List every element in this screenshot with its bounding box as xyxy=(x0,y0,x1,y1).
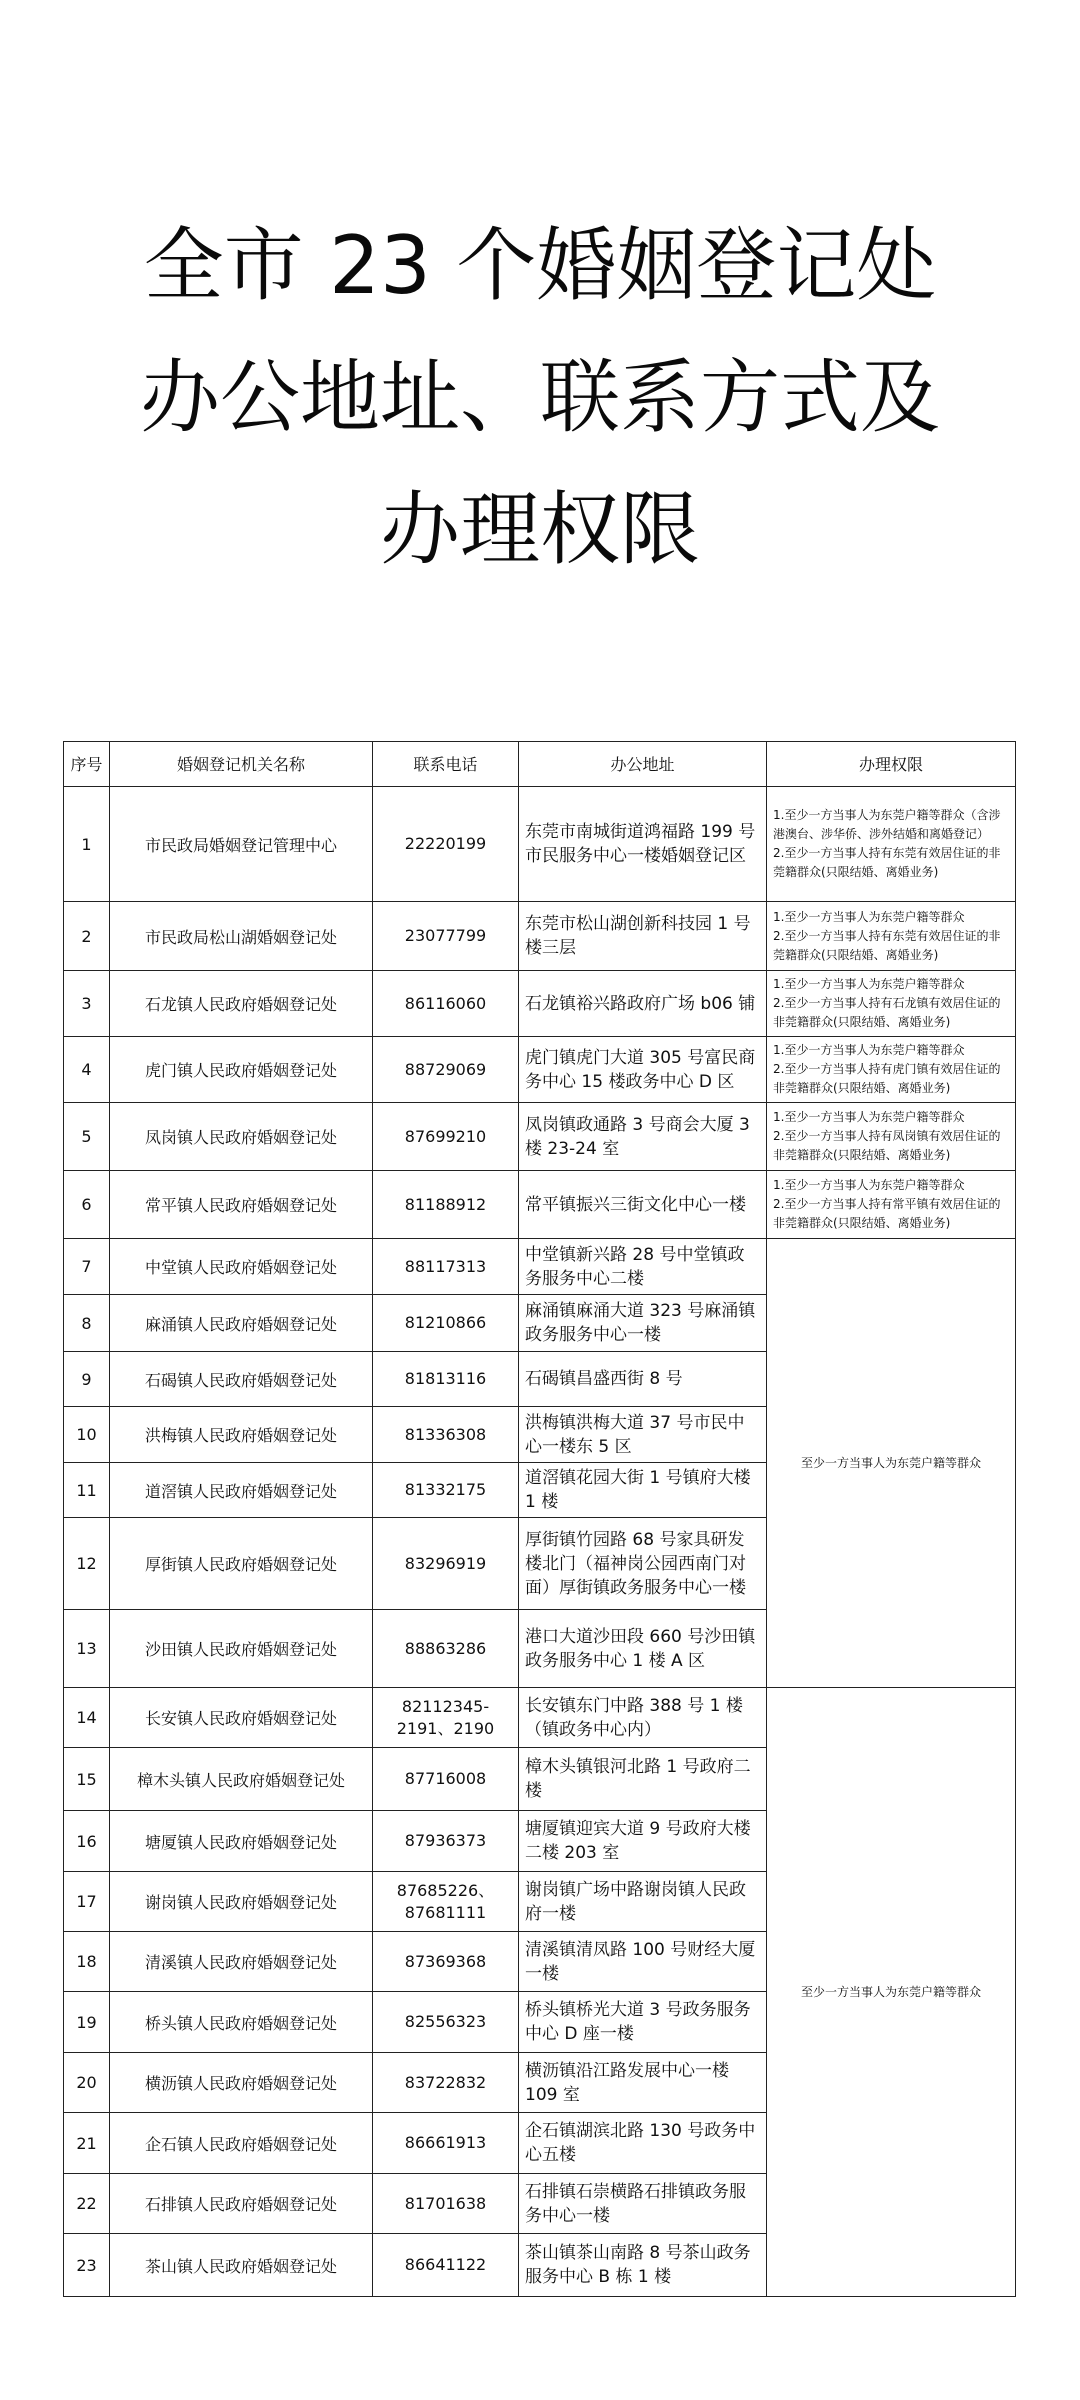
office-name: 常平镇人民政府婚姻登记处 xyxy=(110,1171,373,1239)
phone-number: 86641122 xyxy=(373,2234,519,2297)
row-number: 17 xyxy=(64,1872,110,1932)
office-name: 市民政局婚姻登记管理中心 xyxy=(110,787,373,902)
row-number: 9 xyxy=(64,1352,110,1407)
office-address: 港口大道沙田段 660 号沙田镇政务服务中心 1 楼 A 区 xyxy=(519,1610,767,1688)
scope-line: 2.至少一方当事人持有东莞有效居住证的非莞籍群众(只限结婚、离婚业务) xyxy=(773,928,1001,962)
scope-cell xyxy=(767,1037,1016,1103)
office-name: 厚街镇人民政府婚姻登记处 xyxy=(110,1518,373,1610)
table-row xyxy=(64,1239,1016,1295)
office-address: 樟木头镇银河北路 1 号政府二楼 xyxy=(519,1748,767,1811)
row-number: 23 xyxy=(64,2234,110,2297)
scope-cell xyxy=(767,971,1016,1037)
phone-number: 81210866 xyxy=(373,1295,519,1352)
office-name: 长安镇人民政府婚姻登记处 xyxy=(110,1688,373,1748)
office-name: 石排镇人民政府婚姻登记处 xyxy=(110,2174,373,2234)
office-address: 塘厦镇迎宾大道 9 号政府大楼二楼 203 室 xyxy=(519,1811,767,1872)
office-name: 桥头镇人民政府婚姻登记处 xyxy=(110,1992,373,2053)
scope-line: 2.至少一方当事人持有常平镇有效居住证的非莞籍群众(只限结婚、离婚业务) xyxy=(773,1197,1001,1230)
scope-line: 1.至少一方当事人为东莞户籍等群众 xyxy=(773,1110,965,1124)
row-number: 5 xyxy=(64,1103,110,1171)
phone-number: 82112345-2191、2190 xyxy=(373,1688,519,1748)
row-number: 3 xyxy=(64,971,110,1037)
office-address: 虎门镇虎门大道 305 号富民商务中心 15 楼政务中心 D 区 xyxy=(519,1037,767,1103)
scope-line: 1.至少一方当事人为东莞户籍等群众 xyxy=(773,1178,965,1192)
row-number: 16 xyxy=(64,1811,110,1872)
scope-line: 2.至少一方当事人持有石龙镇有效居住证的非莞籍群众(只限结婚、离婚业务) xyxy=(773,996,1001,1029)
office-name: 企石镇人民政府婚姻登记处 xyxy=(110,2113,373,2174)
office-name: 洪梅镇人民政府婚姻登记处 xyxy=(110,1407,373,1463)
office-address: 桥头镇桥光大道 3 号政务服务中心 D 座一楼 xyxy=(519,1992,767,2053)
office-address: 东莞市南城街道鸿福路 199 号市民服务中心一楼婚姻登记区 xyxy=(519,787,767,902)
office-name: 凤岗镇人民政府婚姻登记处 xyxy=(110,1103,373,1171)
office-address: 洪梅镇洪梅大道 37 号市民中心一楼东 5 区 xyxy=(519,1407,767,1463)
office-address: 茶山镇茶山南路 8 号茶山政务服务中心 B 栋 1 楼 xyxy=(519,2234,767,2297)
phone-number: 88729069 xyxy=(373,1037,519,1103)
row-number: 8 xyxy=(64,1295,110,1352)
row-number: 20 xyxy=(64,2053,110,2113)
header-scope: 办理权限 xyxy=(767,742,1016,787)
scope-line: 1.至少一方当事人为东莞户籍等群众（含涉港澳台、涉华侨、涉外结婚和离婚登记） xyxy=(773,808,1001,841)
phone-number: 87369368 xyxy=(373,1932,519,1992)
office-address: 道滘镇花园大街 1 号镇府大楼 1 楼 xyxy=(519,1463,767,1518)
office-name: 麻涌镇人民政府婚姻登记处 xyxy=(110,1295,373,1352)
scope-line: 2.至少一方当事人持有虎门镇有效居住证的非莞籍群众(只限结婚、离婚业务) xyxy=(773,1062,1001,1095)
table-header-row xyxy=(64,742,1016,787)
office-address: 石碣镇昌盛西街 8 号 xyxy=(519,1352,767,1407)
phone-number: 82556323 xyxy=(373,1992,519,2053)
scope-line: 2.至少一方当事人持有东莞有效居住证的非莞籍群众(只限结婚、离婚业务) xyxy=(773,846,1001,879)
phone-number: 88863286 xyxy=(373,1610,519,1688)
phone-number: 87699210 xyxy=(373,1103,519,1171)
phone-number: 83722832 xyxy=(373,2053,519,2113)
office-name: 樟木头镇人民政府婚姻登记处 xyxy=(110,1748,373,1811)
registry-table xyxy=(63,741,1016,2297)
title-line-3: 办理权限 xyxy=(380,483,700,576)
header-addr: 办公地址 xyxy=(519,742,767,787)
office-name: 塘厦镇人民政府婚姻登记处 xyxy=(110,1811,373,1872)
table-row xyxy=(64,787,1016,902)
row-number: 11 xyxy=(64,1463,110,1518)
office-address: 厚街镇竹园路 68 号家具研发楼北门（福神岗公园西南门对面）厚街镇政务服务中心一楼 xyxy=(519,1518,767,1610)
row-number: 15 xyxy=(64,1748,110,1811)
scope-line: 1.至少一方当事人为东莞户籍等群众 xyxy=(773,977,965,991)
phone-number: 86116060 xyxy=(373,971,519,1037)
office-name: 茶山镇人民政府婚姻登记处 xyxy=(110,2234,373,2297)
office-address: 谢岗镇广场中路谢岗镇人民政府一楼 xyxy=(519,1872,767,1932)
header-name: 婚姻登记机关名称 xyxy=(110,742,373,787)
office-address: 清溪镇清凤路 100 号财经大厦一楼 xyxy=(519,1932,767,1992)
table-row xyxy=(64,1037,1016,1103)
phone-number: 81336308 xyxy=(373,1407,519,1463)
row-number: 13 xyxy=(64,1610,110,1688)
scope-line: 2.至少一方当事人持有凤岗镇有效居住证的非莞籍群众(只限结婚、离婚业务) xyxy=(773,1129,1001,1162)
scope-cell xyxy=(767,902,1016,971)
office-name: 谢岗镇人民政府婚姻登记处 xyxy=(110,1872,373,1932)
office-address: 横沥镇沿江路发展中心一楼 109 室 xyxy=(519,2053,767,2113)
office-address: 麻涌镇麻涌大道 323 号麻涌镇政务服务中心一楼 xyxy=(519,1295,767,1352)
row-number: 1 xyxy=(64,787,110,902)
row-number: 19 xyxy=(64,1992,110,2053)
phone-number: 88117313 xyxy=(373,1239,519,1295)
office-name: 中堂镇人民政府婚姻登记处 xyxy=(110,1239,373,1295)
office-name: 石碣镇人民政府婚姻登记处 xyxy=(110,1352,373,1407)
table-row xyxy=(64,1688,1016,1748)
scope-cell xyxy=(767,1103,1016,1171)
office-address: 石龙镇裕兴路政府广场 b06 铺 xyxy=(519,971,767,1037)
row-number: 4 xyxy=(64,1037,110,1103)
table-row xyxy=(64,1103,1016,1171)
phone-number: 81332175 xyxy=(373,1463,519,1518)
scope-line: 1.至少一方当事人为东莞户籍等群众 xyxy=(773,1043,965,1057)
title-line-1: 全市 23 个婚姻登记处 xyxy=(143,219,937,312)
header-tel: 联系电话 xyxy=(373,742,519,787)
office-name: 道滘镇人民政府婚姻登记处 xyxy=(110,1463,373,1518)
office-address: 东莞市松山湖创新科技园 1 号楼三层 xyxy=(519,902,767,971)
scope-cell xyxy=(767,787,1016,902)
scope-line: 1.至少一方当事人为东莞户籍等群众 xyxy=(773,909,965,924)
phone-number: 86661913 xyxy=(373,2113,519,2174)
table-row xyxy=(64,902,1016,971)
scope-merged-a: 至少一方当事人为东莞户籍等群众 xyxy=(767,1239,1016,1688)
phone-number: 22220199 xyxy=(373,787,519,902)
office-name: 横沥镇人民政府婚姻登记处 xyxy=(110,2053,373,2113)
phone-number: 81813116 xyxy=(373,1352,519,1407)
row-number: 18 xyxy=(64,1932,110,1992)
office-name: 市民政局松山湖婚姻登记处 xyxy=(110,902,373,971)
phone-number: 83296919 xyxy=(373,1518,519,1610)
office-address: 中堂镇新兴路 28 号中堂镇政务服务中心二楼 xyxy=(519,1239,767,1295)
phone-number: 87716008 xyxy=(373,1748,519,1811)
office-name: 石龙镇人民政府婚姻登记处 xyxy=(110,971,373,1037)
table-row xyxy=(64,971,1016,1037)
scope-merged-b: 至少一方当事人为东莞户籍等群众 xyxy=(767,1688,1016,2297)
office-name: 虎门镇人民政府婚姻登记处 xyxy=(110,1037,373,1103)
row-number: 14 xyxy=(64,1688,110,1748)
row-number: 2 xyxy=(64,902,110,971)
table-row xyxy=(64,1171,1016,1239)
office-address: 石排镇石崇横路石排镇政务服务中心一楼 xyxy=(519,2174,767,2234)
office-address: 企石镇湖滨北路 130 号政务中心五楼 xyxy=(519,2113,767,2174)
office-address: 长安镇东门中路 388 号 1 楼（镇政务中心内） xyxy=(519,1688,767,1748)
scope-cell xyxy=(767,1171,1016,1239)
phone-number: 81701638 xyxy=(373,2174,519,2234)
row-number: 6 xyxy=(64,1171,110,1239)
office-name: 沙田镇人民政府婚姻登记处 xyxy=(110,1610,373,1688)
office-address: 常平镇振兴三街文化中心一楼 xyxy=(519,1171,767,1239)
row-number: 7 xyxy=(64,1239,110,1295)
phone-number: 87685226、87681111 xyxy=(373,1872,519,1932)
title-line-2: 办公地址、联系方式及 xyxy=(140,351,940,444)
office-address: 凤岗镇政通路 3 号商会大厦 3 楼 23-24 室 xyxy=(519,1103,767,1171)
phone-number: 87936373 xyxy=(373,1811,519,1872)
row-number: 21 xyxy=(64,2113,110,2174)
row-number: 10 xyxy=(64,1407,110,1463)
table-body xyxy=(64,787,1016,2297)
row-number: 12 xyxy=(64,1518,110,1610)
phone-number: 23077799 xyxy=(373,902,519,971)
row-number: 22 xyxy=(64,2174,110,2234)
header-no: 序号 xyxy=(64,742,110,787)
page-title xyxy=(0,200,1080,596)
office-name: 清溪镇人民政府婚姻登记处 xyxy=(110,1932,373,1992)
phone-number: 81188912 xyxy=(373,1171,519,1239)
